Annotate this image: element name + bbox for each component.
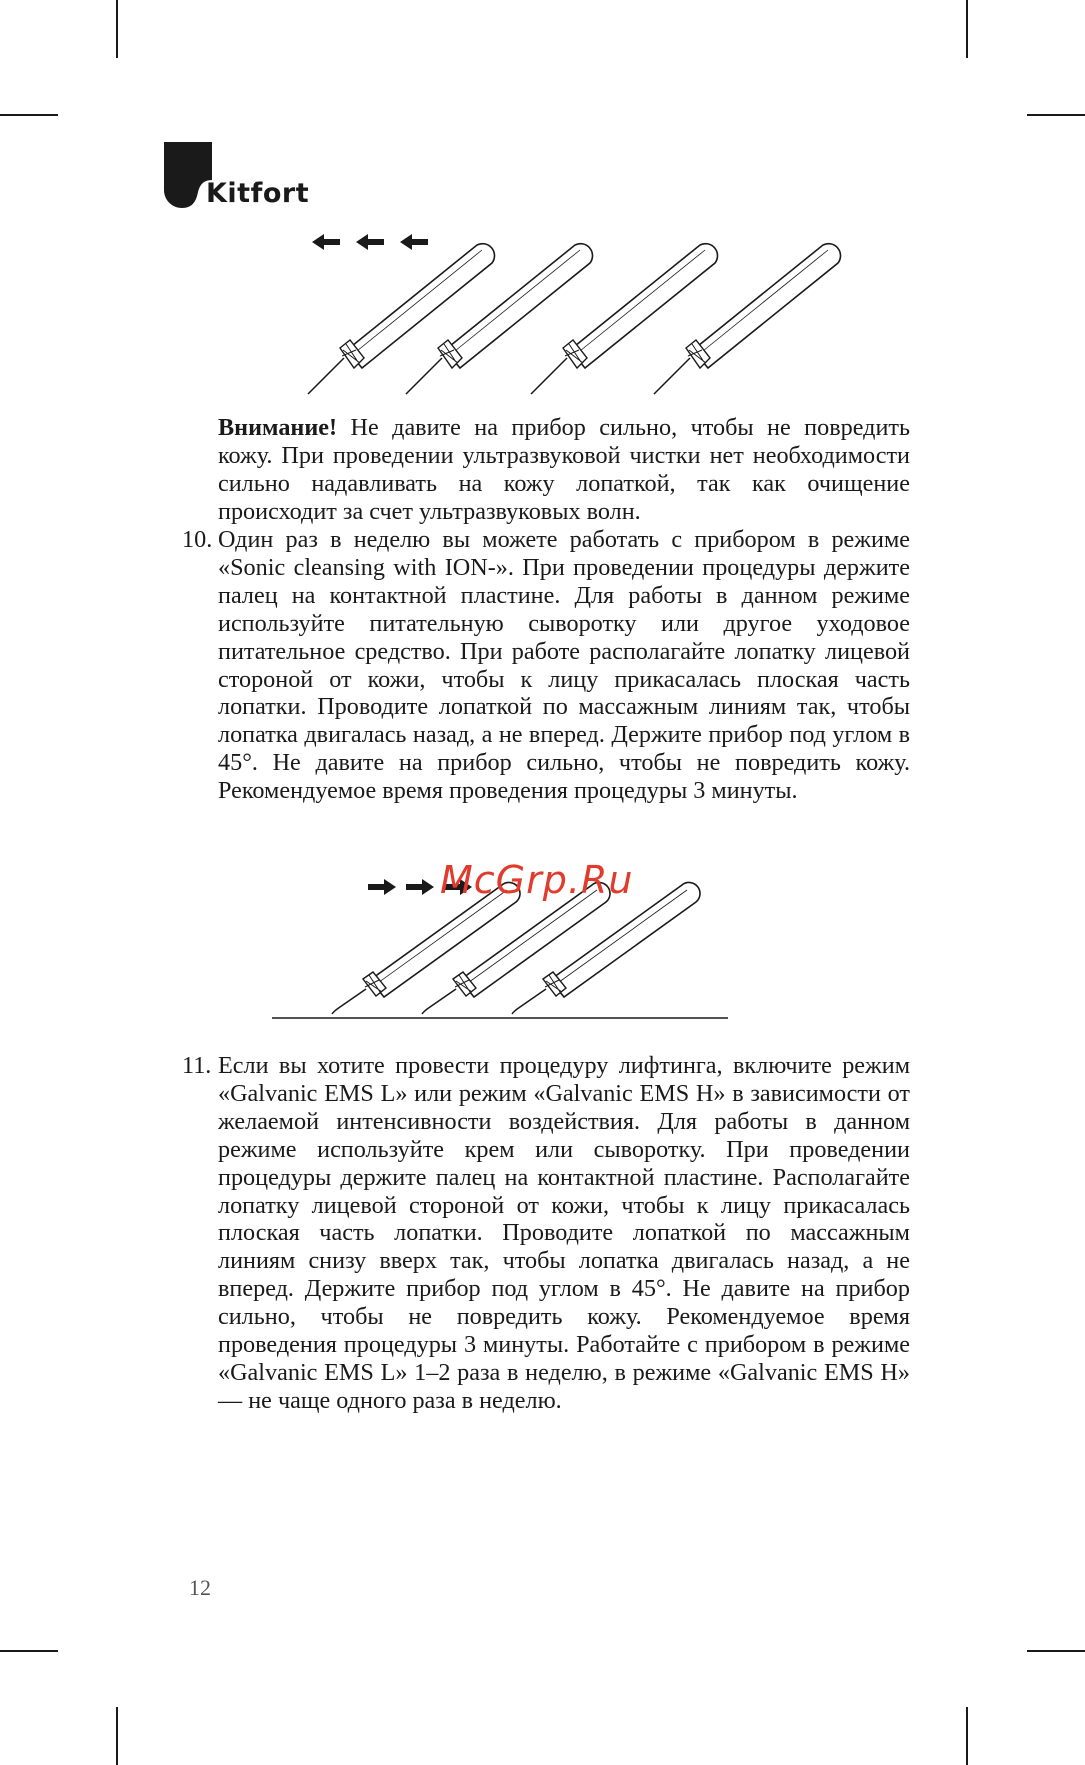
- crop-mark: [966, 0, 968, 58]
- crop-mark: [1027, 114, 1085, 116]
- crop-mark: [116, 1707, 118, 1765]
- warning-paragraph: [218, 414, 910, 526]
- warning-label: Внимание!: [218, 414, 338, 441]
- crop-mark: [116, 0, 118, 58]
- list-item-text: Один раз в неделю вы можете работать с прибором в режиме «Sonic cleansing with ION-». При проведении процедуры держите палец на контактной пластине. Для работы в данном режиме используйте питательную сыворотку или другое уходовое питательное средство. При работе располагайте лопатку лицевой стороной от кожи, чтобы к лицу прикасалась плоская часть лопатки. Проводите лопаткой по массажным линиям так, чтобы лопатка двигалась назад, а не вперед. Держите прибор под углом в 45°. Не давите на прибор сильно, чтобы не повредить кожу. Рекомендуемое время проведения процедуры 3 минуты.: [218, 526, 910, 805]
- warning-text: Не давите на прибор сильно, чтобы не повредить кожу. При проведении ультразвуковой чистки нет необходимости сильно надавливать на кожу лопаткой, так как очищение происходит за счет ультразвуковых волн.: [218, 414, 910, 525]
- crop-mark: [1027, 1650, 1085, 1652]
- list-item-number: 10.: [182, 526, 213, 553]
- brand-name: Kitfort: [206, 178, 310, 209]
- list-item-number: 11.: [182, 1052, 212, 1079]
- list-item-text: Если вы хотите провести процедуру лифтинга, включите режим «Galvanic EMS L» или режим «Galvanic EMS H» в зависимости от желаемой интенсивности воздействия. Для работы в данном режиме используйте крем или сыворотку. При проведении процедуры держите палец на контактной пластине. Располагайте лопатку лицевой стороной от кожи, чтобы к лицу прикасалась плоская часть лопатки. Проводите лопаткой по массажным линиям снизу вверх так, чтобы лопатка двигалась назад, а не вперед. Держите прибор под углом в 45°. Не давите на прибор сильно, чтобы не повредить кожу. Рекомендуемое время проведения процедуры 3 минуты. Работайте с прибором в режиме «Galvanic EMS L» 1–2 раза в неделю, в режиме «Galvanic EMS H» — не чаще одного раза в неделю.: [218, 1052, 910, 1414]
- page-number: 12: [189, 1575, 211, 1600]
- list-item: [182, 1052, 910, 1452]
- crop-mark: [0, 114, 58, 116]
- crop-mark: [0, 1650, 58, 1652]
- watermark: McGrp.Ru: [440, 858, 634, 902]
- illustration-spatula-backward: [300, 230, 860, 400]
- list-item: [182, 526, 910, 836]
- crop-mark: [966, 1707, 968, 1765]
